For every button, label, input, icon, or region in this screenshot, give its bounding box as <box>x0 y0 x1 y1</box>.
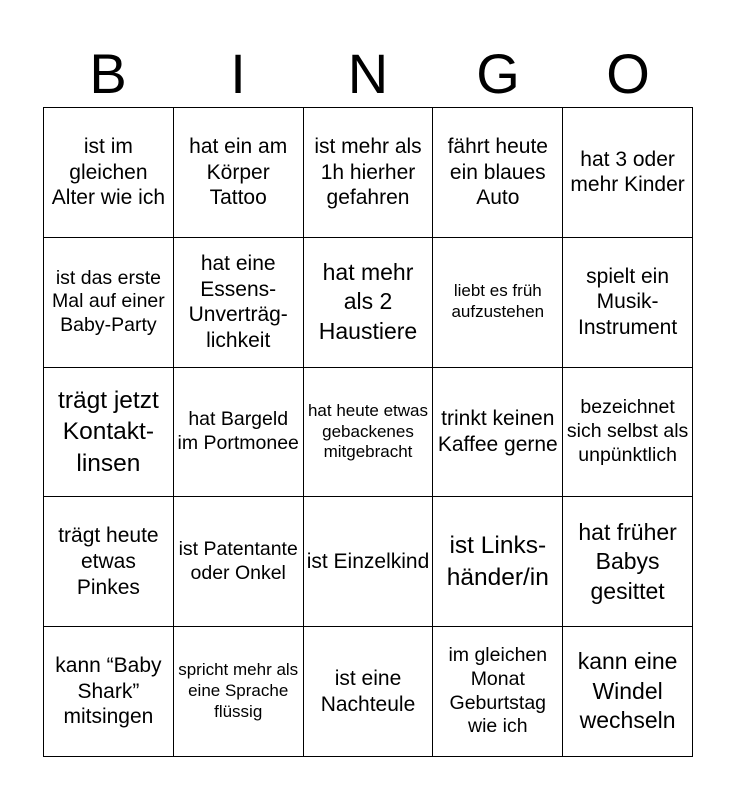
header-letter-g: G <box>476 42 520 105</box>
bingo-cell-text: trägt heute etwas Pinkes <box>58 524 159 599</box>
header-letter-n: N <box>347 42 389 105</box>
bingo-cell[interactable] <box>44 238 174 368</box>
bingo-cell-text: ist Patentante oder Onkel <box>178 538 298 584</box>
header-letter-o: O <box>606 42 650 105</box>
bingo-cell-text: bezeichnet sich selbst als unpünktlich <box>566 396 689 466</box>
bingo-cell-text: ist Links-händer/in <box>446 532 549 591</box>
bingo-cell[interactable] <box>563 627 693 757</box>
bingo-cell-text: kann “Baby Shark” mitsingen <box>55 654 162 729</box>
bingo-cell[interactable] <box>563 368 693 498</box>
bingo-cell[interactable] <box>44 108 174 238</box>
bingo-cell-text: ist eine Nachteule <box>320 666 416 716</box>
bingo-cell-text: ist mehr als 1h hierher gefahren <box>314 134 422 210</box>
bingo-cell[interactable] <box>304 238 434 368</box>
bingo-cell-text: ist im gleichen Alter wie ich <box>51 134 165 210</box>
bingo-cell[interactable] <box>174 238 304 368</box>
bingo-cell-text: hat mehr als 2 Haustiere <box>318 259 418 344</box>
bingo-cell[interactable] <box>174 108 304 238</box>
bingo-cell[interactable] <box>304 368 434 498</box>
bingo-cell-text: kann eine Windel wechseln <box>577 648 678 734</box>
bingo-cell[interactable] <box>433 627 563 757</box>
bingo-cell-text: spricht mehr als eine Sprache flüssig <box>178 660 299 721</box>
bingo-cell-text: hat heute etwas gebackenes mitgebracht <box>307 400 428 462</box>
bingo-cell[interactable] <box>174 497 304 627</box>
bingo-cell[interactable] <box>563 108 693 238</box>
bingo-cell[interactable] <box>433 108 563 238</box>
bingo-cell-text: hat eine Essens-Unverträg-lichkeit <box>188 251 288 352</box>
bingo-cell-text: ist Einzelkind <box>306 549 430 573</box>
bingo-cell-text: hat Bargeld im Portmonee <box>177 408 299 454</box>
bingo-cell[interactable] <box>304 108 434 238</box>
bingo-cell[interactable] <box>433 368 563 498</box>
bingo-cell-text: hat ein am Körper Tattoo <box>189 134 288 210</box>
bingo-cell-text: ist das erste Mal auf einer Baby-Party <box>52 266 165 337</box>
bingo-cell[interactable] <box>44 497 174 627</box>
bingo-cell-text: im gleichen Monat Geburtstag wie ich <box>448 644 548 738</box>
bingo-cell-text: hat früher Babys gesittet <box>578 518 677 604</box>
bingo-cell[interactable] <box>44 368 174 498</box>
bingo-cell[interactable] <box>563 238 693 368</box>
bingo-cell-text: hat 3 oder mehr Kinder <box>570 147 685 197</box>
bingo-cell-text: fährt heute ein blaues Auto <box>447 134 548 210</box>
header-letter-b: B <box>89 42 127 105</box>
bingo-cell[interactable] <box>44 627 174 757</box>
bingo-cell[interactable] <box>174 627 304 757</box>
bingo-header <box>43 40 693 108</box>
bingo-cell[interactable] <box>433 497 563 627</box>
bingo-cell-text: trinkt keinen Kaffee gerne <box>437 407 558 456</box>
bingo-cell[interactable] <box>304 497 434 627</box>
bingo-cell-text: spielt ein Musik-Instrument <box>577 264 678 339</box>
bingo-cell[interactable] <box>433 238 563 368</box>
bingo-grid <box>43 107 693 757</box>
header-letter-i: I <box>230 42 246 105</box>
bingo-cell[interactable] <box>563 497 693 627</box>
bingo-cell[interactable] <box>174 368 304 498</box>
bingo-cell[interactable] <box>304 627 434 757</box>
bingo-cell-text: trägt jetzt Kontakt-linsen <box>58 386 159 477</box>
bingo-cell-text: liebt es früh aufzustehen <box>451 281 545 322</box>
